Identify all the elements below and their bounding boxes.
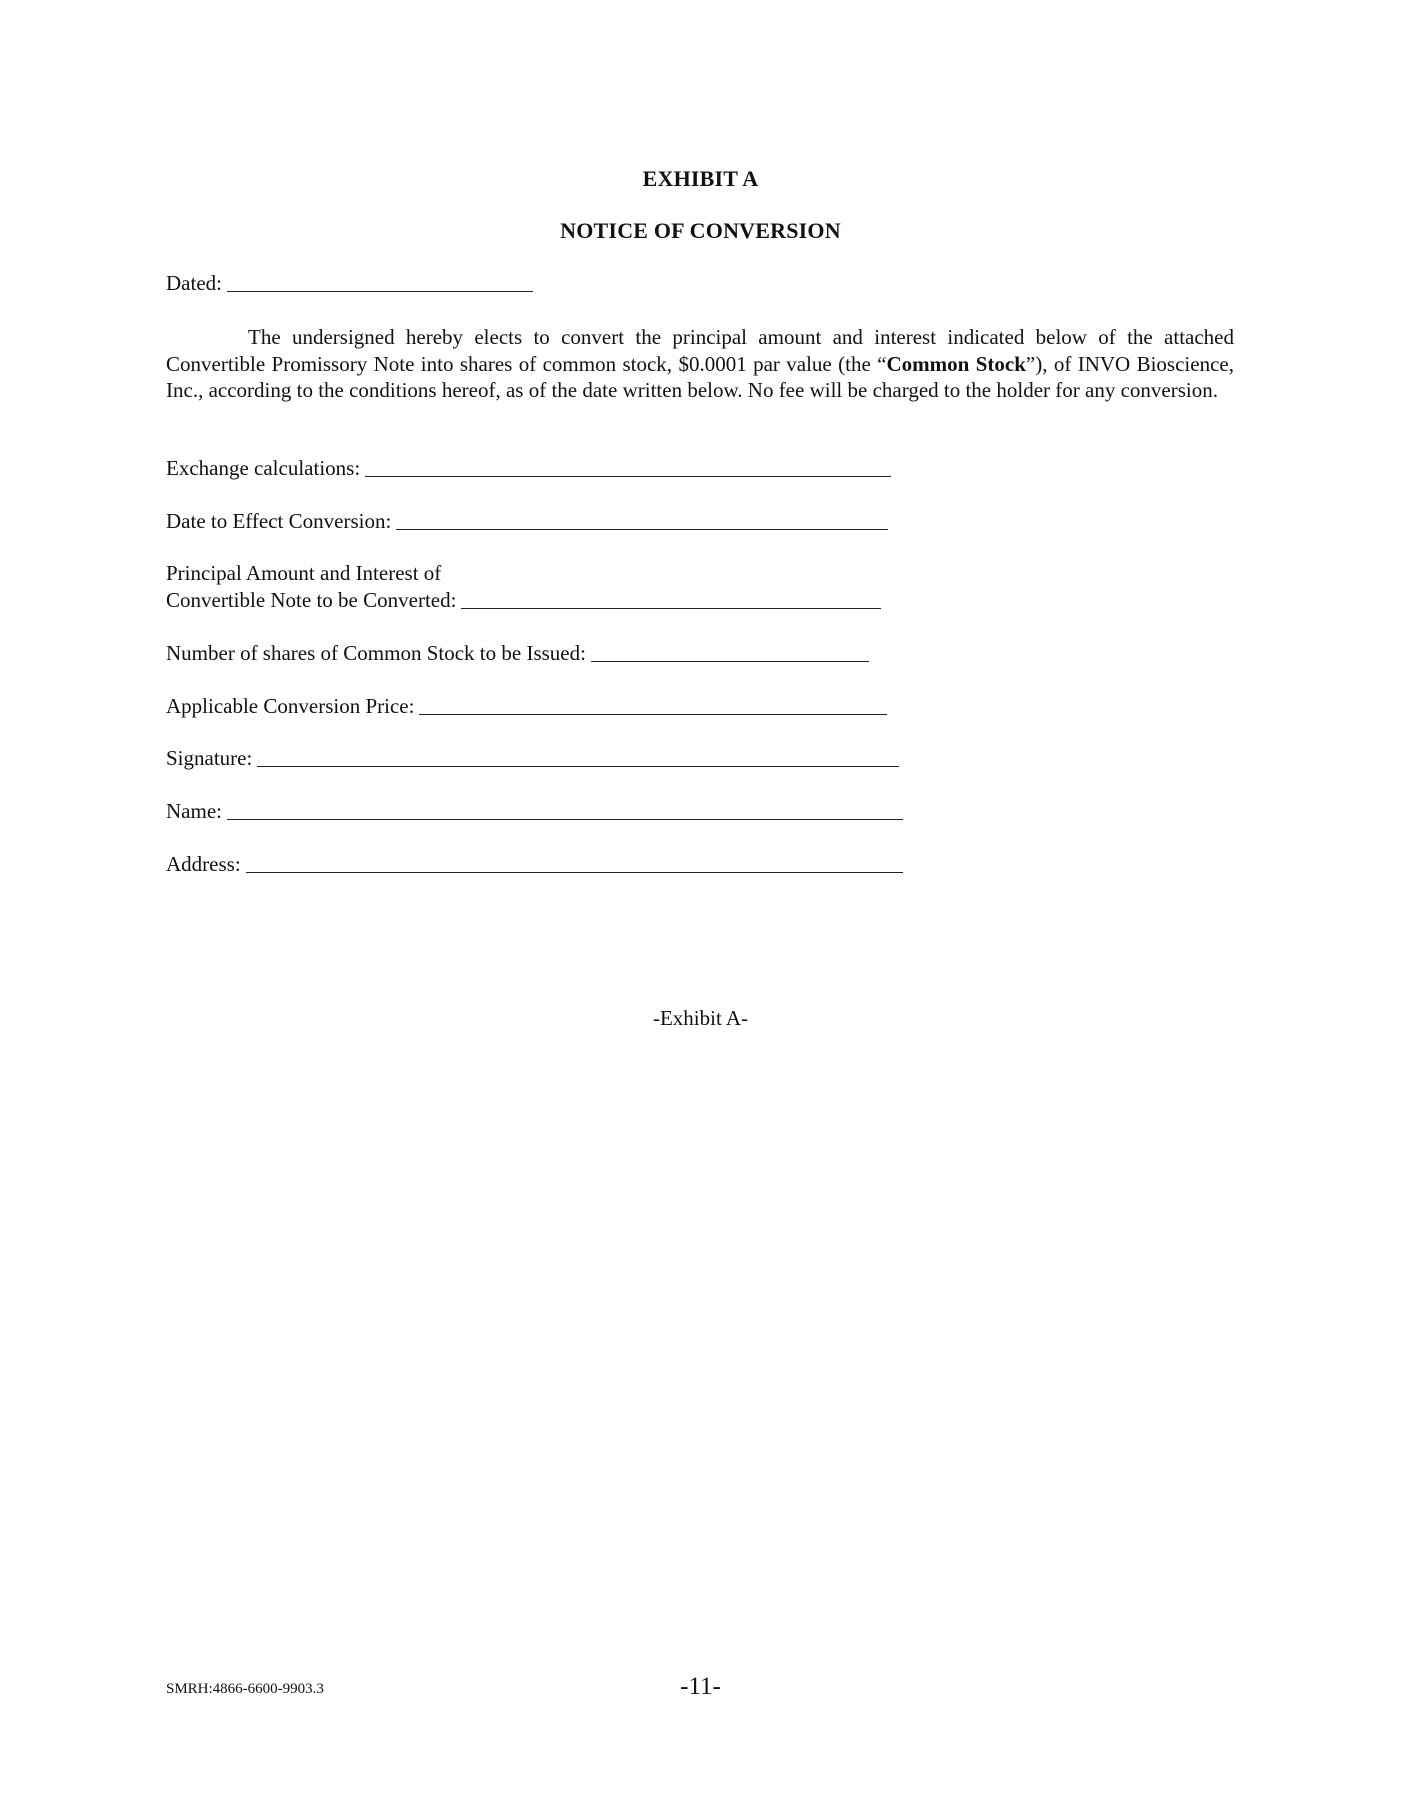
intro-paragraph xyxy=(166,324,1234,404)
date-to-effect-label: Date to Effect Conversion: xyxy=(166,509,392,533)
name-label: Name: xyxy=(166,799,222,823)
page-number: -11- xyxy=(680,1673,721,1700)
conversion-price-field[interactable] xyxy=(419,694,887,715)
exhibit-footer: -Exhibit A- xyxy=(652,1006,749,1030)
shares-to-issue-field[interactable] xyxy=(591,641,869,662)
address-label: Address: xyxy=(166,852,241,876)
exhibit-title: EXHIBIT A xyxy=(642,166,759,191)
exchange-calculations-field[interactable] xyxy=(365,456,891,477)
signature-label: Signature: xyxy=(166,746,253,770)
principal-amount-field[interactable] xyxy=(461,588,881,609)
intro-text-2: ”), of INVO Bioscience, Inc., according to the conditions hereof, as of the date written below. No fee will be charged to the holder for any conversion. xyxy=(166,351,1234,402)
principal-label-line2: Convertible Note to be Converted: xyxy=(166,587,457,612)
intro-text-1: The undersigned hereby elects to convert the principal amount and interest indicated below of the attached Convertible Promissory Note into shares of common stock, $0.0001 par value (the “ xyxy=(166,325,1234,376)
exchange-calculations-row xyxy=(166,455,891,481)
conversion-price-row xyxy=(166,693,887,719)
notice-title: NOTICE OF CONVERSION xyxy=(560,218,841,243)
principal-label-line1: Principal Amount and Interest of xyxy=(166,561,442,585)
name-field[interactable] xyxy=(227,799,903,820)
date-to-effect-field[interactable] xyxy=(396,509,888,530)
intro-bold-term: Common Stock xyxy=(886,351,1026,376)
shares-to-issue-label: Number of shares of Common Stock to be Issued: xyxy=(166,641,586,665)
principal-amount-row xyxy=(166,560,881,613)
document-id: SMRH:4866-6600-9903.3 xyxy=(166,1681,324,1697)
signature-row xyxy=(166,745,899,771)
shares-to-issue-row xyxy=(166,640,869,666)
dated-field[interactable] xyxy=(227,271,533,292)
principal-line2 xyxy=(166,587,881,614)
dated-row xyxy=(166,270,533,296)
address-field[interactable] xyxy=(246,852,903,873)
signature-field[interactable] xyxy=(257,746,899,767)
address-row xyxy=(166,851,903,877)
conversion-price-label: Applicable Conversion Price: xyxy=(166,694,415,718)
date-to-effect-row xyxy=(166,508,888,534)
dated-label: Dated: xyxy=(166,271,222,295)
exchange-calculations-label: Exchange calculations: xyxy=(166,456,361,480)
name-row xyxy=(166,798,903,824)
